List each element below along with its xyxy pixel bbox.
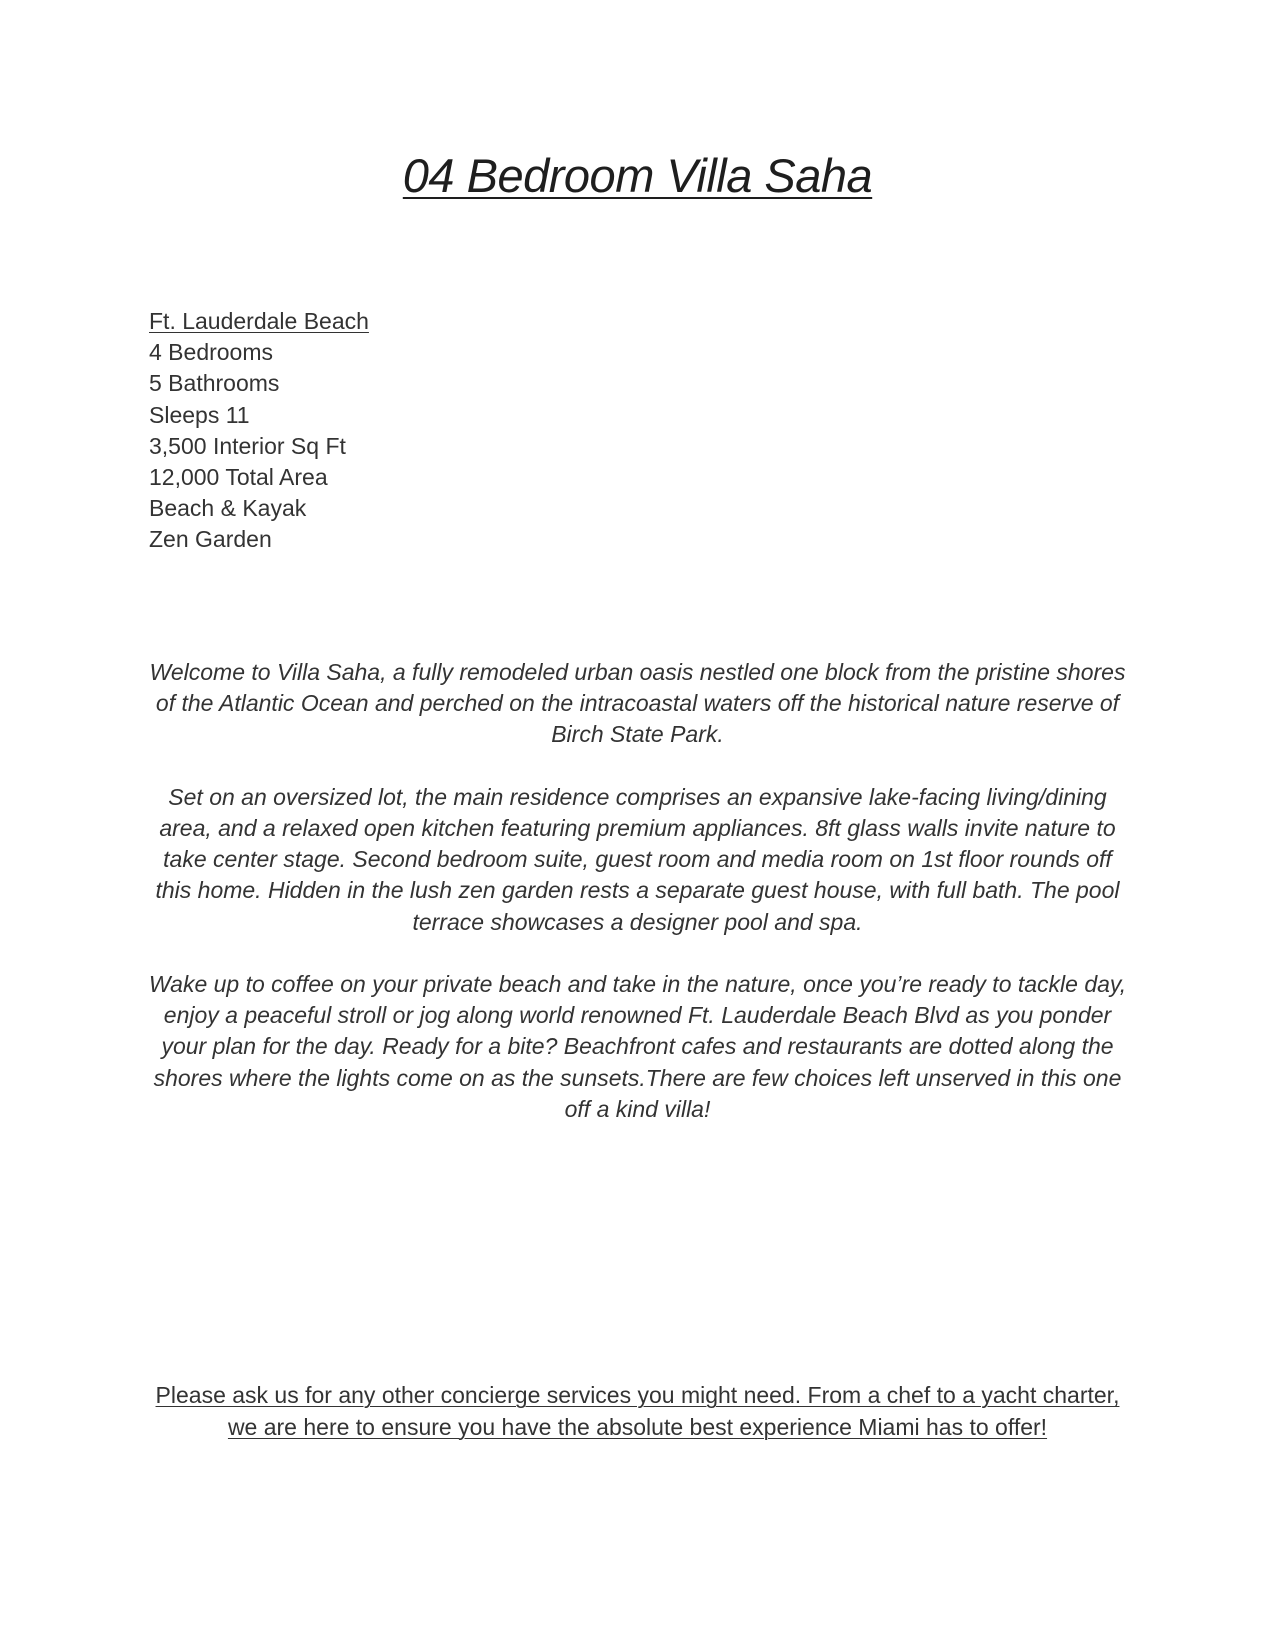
fact-sleeps: Sleeps 11 (149, 401, 250, 428)
description-paragraph-lifestyle: Wake up to coffee on your private beach and take in the nature, once you’re ready to tackle day, enjoy a peaceful stroll or jog along world renowned Ft. Lauderdale Beach Blvd as you ponder your plan for the day. Ready for a bite? Beachfront cafes and restaurants are dotted along the shores where the lights come on as the sunsets.There are few choices left unserved in this one off a kind villa! (148, 971, 1127, 1122)
description-paragraph-welcome: Welcome to Villa Saha, a fully remodeled urban oasis nestled one block from the pristine shores of the Atlantic Ocean and perched on the intracoastal waters off the historical nature reserve of Birch State Park. (149, 659, 1126, 748)
location-label: Ft. Lauderdale Beach (149, 308, 369, 334)
property-description (147, 657, 1128, 1156)
fact-zen-garden: Zen Garden (149, 526, 272, 553)
fact-total-area: 12,000 Total Area (149, 464, 328, 491)
property-facts-list (149, 306, 649, 556)
fact-interior-area: 3,500 Interior Sq Ft (149, 432, 346, 459)
fact-beach-kayak: Beach & Kayak (149, 495, 307, 522)
page-title: 04 Bedroom Villa Saha (402, 149, 873, 202)
fact-bedrooms: 4 Bedrooms (149, 339, 274, 366)
fact-bathrooms: 5 Bathrooms (149, 370, 280, 397)
description-paragraph-residence: Set on an oversized lot, the main residence comprises an expansive lake-facing living/dining area, and a relaxed open kitchen featuring premium appliances. 8ft glass walls invite nature to take center stage. Second bedroom suite, guest room and media room on 1st floor rounds off this home. Hidden in the lush zen garden rests a separate guest house, with full bath. The pool terrace showcases a designer pool and spa. (155, 783, 1120, 935)
concierge-note: Please ask us for any other concierge services you might need. From a chef to a yacht charter, we are here to ensure you have the absolute best experience Miami has to offer! (155, 1382, 1120, 1440)
